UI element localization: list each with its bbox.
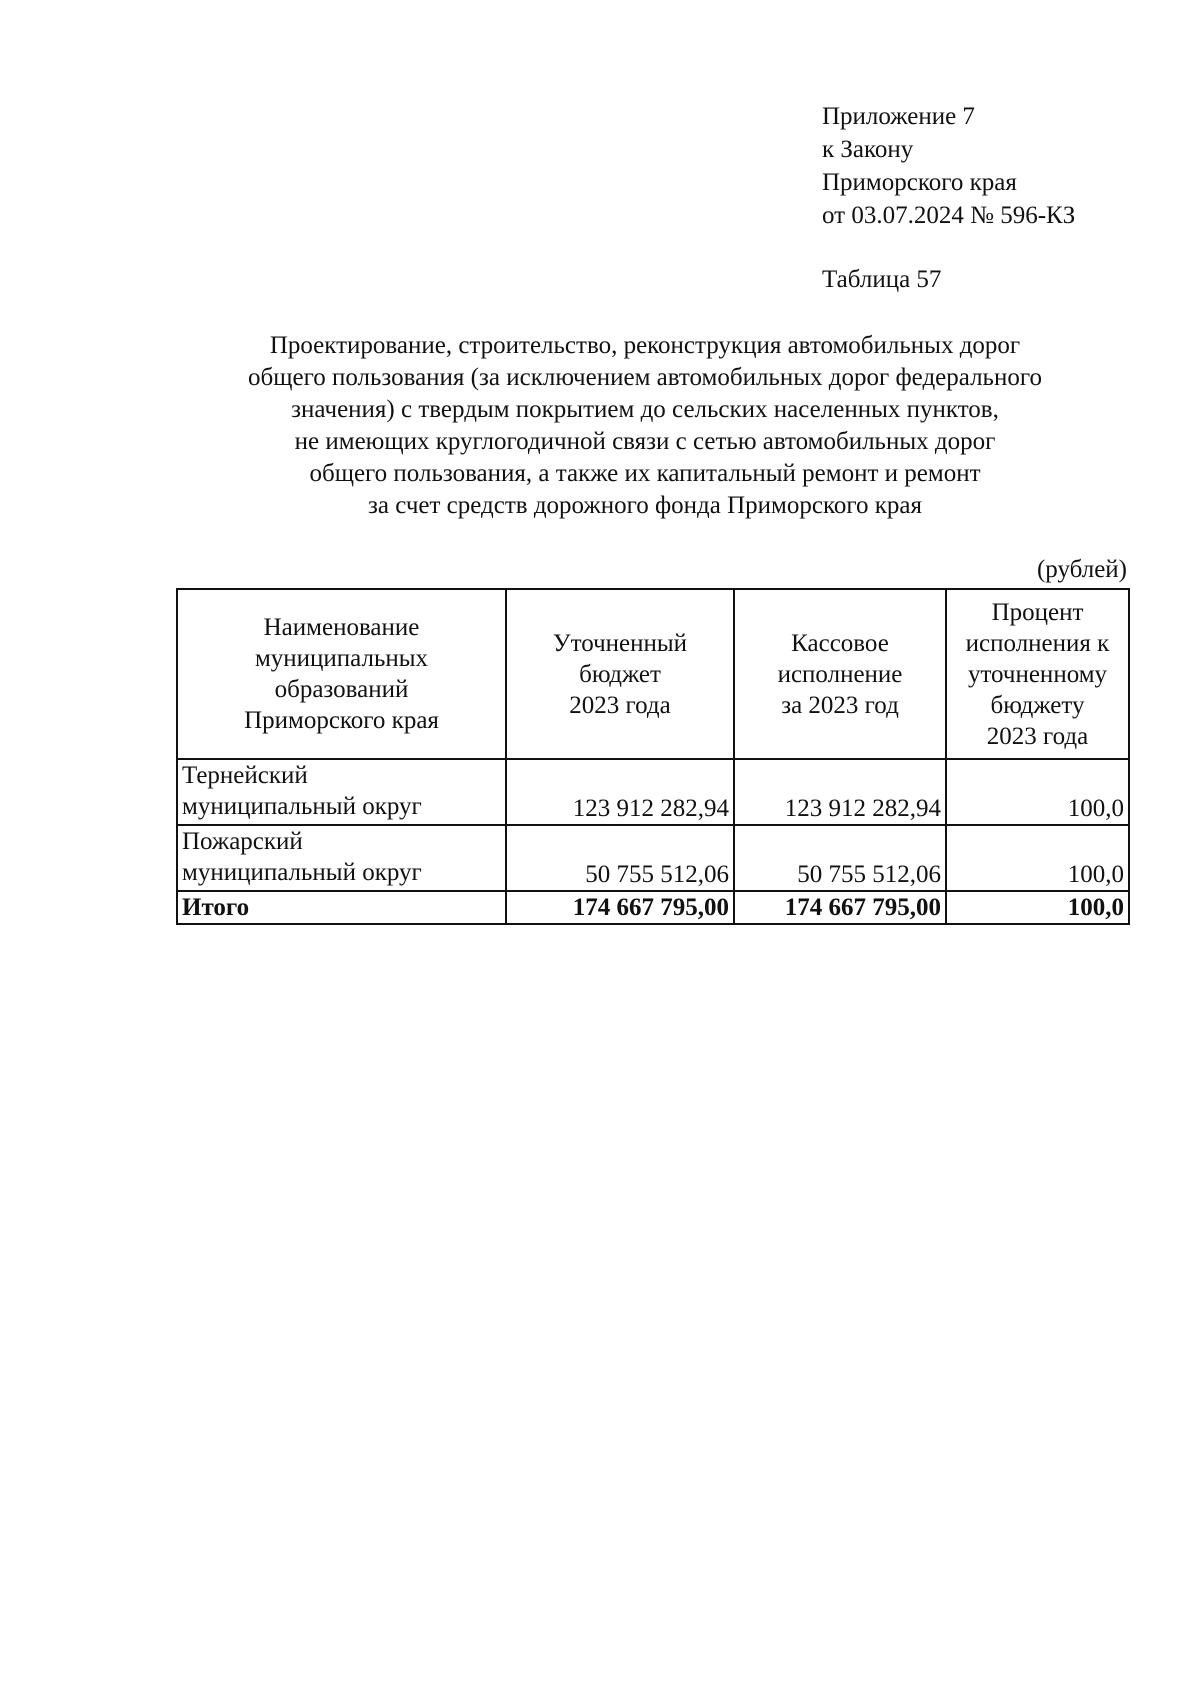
title-line: за счет средств дорожного фонда Приморского края xyxy=(368,492,922,519)
table-number: Таблица 57 xyxy=(822,266,942,293)
appendix-line: Приложение 7 xyxy=(822,103,975,130)
cell-total-execution: 174 667 795,00 xyxy=(734,891,946,924)
cell-line: Пожарский xyxy=(182,828,303,855)
header-line: муниципальных xyxy=(254,645,429,672)
appendix-line: к Закону xyxy=(822,136,914,163)
header-line: Уточненный xyxy=(552,629,688,657)
header-budget xyxy=(506,589,734,759)
header-line: за 2023 год xyxy=(781,691,899,719)
appendix-line: от 03.07.2024 № 596-КЗ xyxy=(822,202,1076,229)
header-line: бюджету xyxy=(990,691,1085,719)
cell-total-label: Итого xyxy=(177,891,506,924)
table-header-row xyxy=(177,589,1129,759)
cell-percent: 100,0 xyxy=(946,825,1129,891)
units-label: (рублей) xyxy=(1036,556,1127,583)
budget-table xyxy=(176,588,1130,925)
table-row xyxy=(177,825,1129,891)
cell-line: Тернейский xyxy=(182,762,308,789)
appendix-line: Приморского края xyxy=(822,169,1017,196)
header-line: бюджет xyxy=(579,660,661,688)
header-line: образований xyxy=(274,676,409,703)
header-line: 2023 года xyxy=(569,691,671,719)
cell-budget: 123 912 282,94 xyxy=(506,759,734,825)
header-line: уточненному xyxy=(967,660,1108,688)
cell-municipality xyxy=(177,825,506,891)
header-execution xyxy=(734,589,946,759)
header-municipality xyxy=(177,589,506,759)
header-line: Наименование xyxy=(263,614,420,641)
cell-total-percent: 100,0 xyxy=(946,891,1129,924)
header-line: Процент xyxy=(991,598,1084,626)
table-total-row xyxy=(177,891,1129,924)
header-line: исполнение xyxy=(777,660,903,688)
title-line: общего пользования, а также их капитальный ремонт и ремонт xyxy=(309,460,981,487)
header-line: 2023 года xyxy=(986,722,1089,750)
table-row xyxy=(177,759,1129,825)
header-line: Приморского края xyxy=(244,707,439,734)
cell-municipality xyxy=(177,759,506,825)
title-line: общего пользования (за исключением автомобильных дорог федерального xyxy=(248,364,1042,391)
cell-execution: 123 912 282,94 xyxy=(734,759,946,825)
title-line: значения) с твердым покрытием до сельских населенных пунктов, xyxy=(291,396,999,423)
cell-line: муниципальный округ xyxy=(182,793,422,820)
document-title xyxy=(140,330,1150,522)
header-line: исполнения к xyxy=(965,629,1110,657)
appendix-block xyxy=(822,100,1075,232)
header-line: Кассовое xyxy=(791,629,889,657)
header-percent xyxy=(946,589,1129,759)
title-line: Проектирование, строительство, реконструкция автомобильных дорог xyxy=(269,332,1021,359)
cell-line: муниципальный округ xyxy=(182,859,422,886)
cell-execution: 50 755 512,06 xyxy=(734,825,946,891)
cell-total-budget: 174 667 795,00 xyxy=(506,891,734,924)
title-line: не имеющих круглогодичной связи с сетью автомобильных дорог xyxy=(294,428,996,455)
cell-budget: 50 755 512,06 xyxy=(506,825,734,891)
cell-percent: 100,0 xyxy=(946,759,1129,825)
